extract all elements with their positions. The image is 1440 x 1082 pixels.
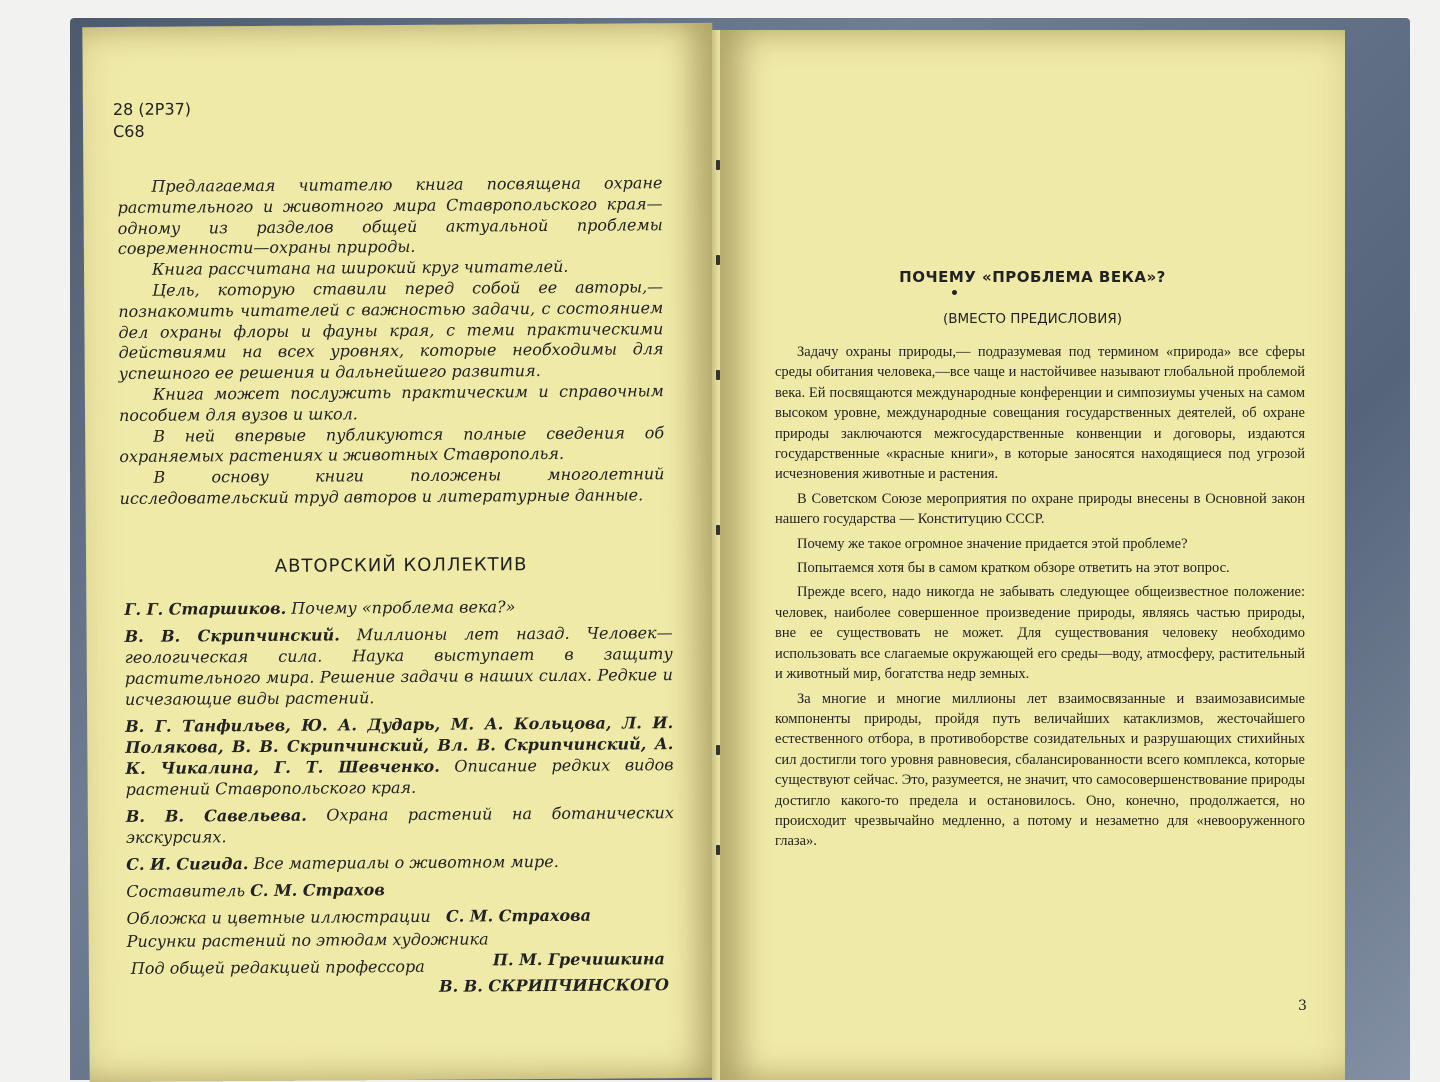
- body-paragraph: Почему же такое огромное значение придается этой проблеме?: [797, 535, 1188, 552]
- credit-works: Охрана растений на ботанических экскурсиях.: [125, 803, 674, 847]
- credit-works: Все материалы о животном мире.: [248, 851, 559, 874]
- annotation-paragraph: Книга рассчитана на широкий круг читателей.: [151, 257, 569, 279]
- drawings-credit-label: Рисунки растений по этюдам художника: [126, 929, 489, 951]
- body-paragraph: Прежде всего, надо никогда не забывать следующее общеизвестное положение: человек, наиболее совершенное произведение природы, являясь частью природы, вне ее существовать не может. Для существования человеку необходимо использовать все слагаемые окружающей его среды—воду, атмосферу, растительный и животный мир, богатства недр земных.: [775, 584, 1305, 683]
- compiler-line: [126, 877, 674, 902]
- credit-entry: [125, 712, 674, 800]
- credit-works: Описание редких видов растений Ставропольского края.: [125, 755, 674, 799]
- chapter-body: [775, 342, 1305, 856]
- credit-entry: [126, 850, 674, 875]
- authors-heading: АВТОРСКИЙ КОЛЛЕКТИВ: [274, 554, 528, 577]
- annotation-paragraph: Книга может послужить практическим и справочным пособием для вузов и школ.: [118, 381, 664, 425]
- credit-names: В. Г. Танфильев, Ю. А. Дударь, М. А. Кольцова, Л. И. Полякова, В. В. Скрипчинский, Вл. В. Скрипчинский, А. К. Чикалина, Г. Т. Шевченко.: [125, 713, 674, 778]
- body-paragraph: Попытаемся хотя бы в самом кратком обзоре ответить на этот вопрос.: [797, 560, 1230, 577]
- classification-code: 28 (2Р37): [112, 99, 192, 120]
- annotation-paragraph: Предлагаемая читателю книга посвящена охране растительного и животного мира Ставропольского края—одному из разделов общей актуальной проблемы современности—охраны природы.: [117, 173, 663, 259]
- credit-names: Г. Г. Старшиков.: [124, 598, 287, 619]
- annotation-paragraph: В ней впервые публикуются полные сведения об охраняемых растениях и животных Ставрополья.: [119, 422, 665, 467]
- annotation-paragraph: В основу книги положены многолетний исследовательский труд авторов и литературные данные.: [119, 464, 665, 508]
- cover-credit-line: [126, 904, 674, 929]
- drawings-credit-name: П. М. Гречишкина: [492, 949, 665, 970]
- credits-list: [124, 595, 675, 979]
- compiler-name: С. М. Страхов: [250, 880, 385, 901]
- credit-works: Миллионы лет назад. Человек—геологическая сила. Наука выступает в защиту растительного мира. Решение задачи в наших силах. Редкие и исчезающие виды растений.: [124, 623, 673, 709]
- author-mark: С68: [112, 121, 145, 141]
- credit-works: Почему «проблема века?»: [286, 597, 516, 618]
- chapter-title: ПОЧЕМУ «ПРОБЛЕМА ВЕКА»?: [899, 268, 1166, 286]
- credit-entry: [124, 595, 672, 620]
- credit-names: С. И. Сигида.: [126, 854, 249, 874]
- credit-names: В. В. Скрипчинский.: [124, 625, 340, 646]
- left-page: [82, 23, 719, 1082]
- annotation-paragraph: Цель, которую ставили перед собой ее авторы,—познакомить читателей с важностью задачи, с состоянием дел охраны флоры и фауны края, с теми практическими действиями на всех уровнях, которые необходимы для успешного ее решения и дальнейшего развития.: [118, 277, 664, 384]
- body-paragraph: За многие и многие миллионы лет взаимосвязанные и взаимозависимые компоненты природы, пройдя путь величайших катаклизмов, жесточайшего естественного отбора, в противоборстве созидательных и разрушающих стихийных сил достигли того уровня равновесия, сбалансированности всего комплекса, которые существуют сейчас. Это, разумеется, не значит, что самосовершенствование природы достигло какого-то предела и остановилось. Оно, конечно, продолжается, но происходит чрезвычайно медленно, а потому и незаметно для «невооруженного глаза».: [775, 690, 1305, 850]
- credit-names: В. В. Савельева.: [125, 805, 307, 826]
- page-number: 3: [1298, 998, 1307, 1014]
- cover-credit-name: С. М. Страхова: [445, 905, 592, 926]
- credit-entry: [125, 622, 674, 710]
- right-page: [720, 30, 1345, 1080]
- annotation: [117, 173, 664, 510]
- compiler-label: Составитель: [126, 881, 246, 901]
- body-paragraph: В Советском Союзе мероприятия по охране природы внесены в Основной закон нашего государства — Конституцию СССР.: [775, 490, 1305, 528]
- credit-entry: [126, 802, 674, 848]
- editor-name: В. В. СКРИПЧИНСКОГО: [438, 975, 670, 996]
- body-paragraph: Задачу охраны природы,— подразумевая под термином «природа» все сферы среды обитания человека,—все чаще и настойчивее называют глобальной проблемой века. Ей посвящаются международные конференции и симпозиумы ученых на самом высоком уровне, международные совещания государственных деятелей, об охране природы заключаются межгосударственные конвенции и договоры, издаются государственные «красные книги», в которые заносятся находящиеся под угрозой исчезновения животные и растения.: [775, 344, 1305, 483]
- cover-credit-label: Обложка и цветные иллюстрации: [126, 906, 431, 928]
- editor-label: Под общей редакцией профессора: [130, 956, 425, 978]
- ink-dot: [952, 290, 957, 295]
- chapter-subtitle: (ВМЕСТО ПРЕДИСЛОВИЯ): [943, 311, 1122, 327]
